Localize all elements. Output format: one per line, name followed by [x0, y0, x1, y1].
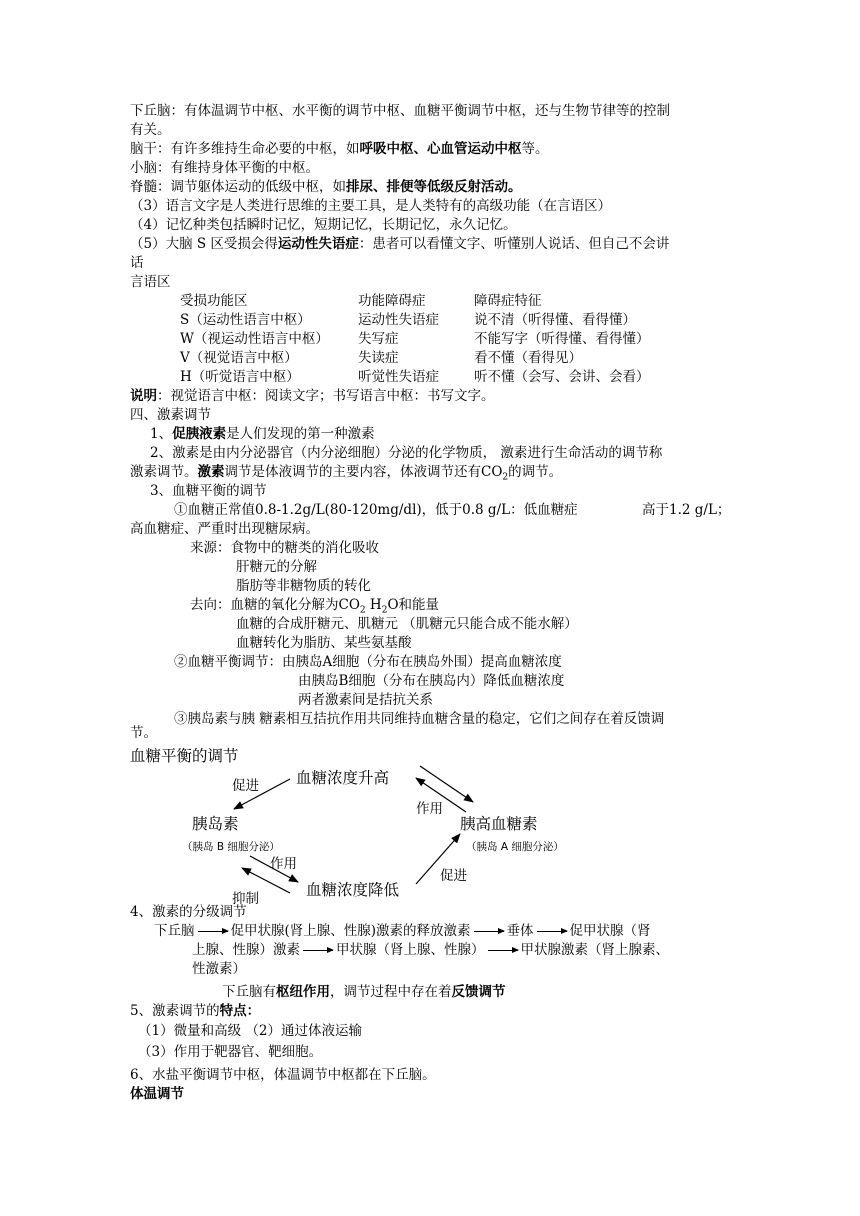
text-line: 脑干：有许多维持生命必要的中枢，如呼吸中枢、心血管运动中枢等。	[130, 141, 549, 157]
section-heading: 4、激素的分级调节	[130, 904, 247, 920]
table-cell: 听不懂（会写、会讲、会看）	[474, 369, 650, 385]
node-insulin: 胰岛素	[192, 815, 239, 833]
text-line: （5）大脑 S 区受损会得运动性失语症：患者可以看懂文字、听懂别人说话、但自己不会讲	[130, 236, 670, 252]
table-cell: 说不清（听得懂、看得懂）	[474, 312, 636, 328]
text-line: 高血糖症、严重时出现糖尿病。	[130, 521, 319, 537]
table-header-area: 受损功能区	[180, 293, 248, 309]
text-line: 3、血糖平衡的调节	[150, 483, 267, 499]
text-line: （3）语言文字是人类进行思维的主要工具，是人类特有的高级功能（在言语区）	[130, 198, 612, 214]
text-line: 肝糖元的分解	[236, 559, 317, 575]
table-cell: 不能写字（听得懂、看得懂）	[474, 331, 650, 347]
section-heading: 体温调节	[130, 1086, 184, 1102]
text-line: ②血糖平衡调节：由胰岛A细胞（分布在胰岛外围）提高血糖浓度	[174, 654, 562, 670]
text-line: 激素调节。激素调节是体液调节的主要内容，体液调节还有$CO_2$的调节。	[130, 464, 563, 483]
text-line: 脊髓：调节躯体运动的低级中枢，如排尿、排便等低级反射活动。	[130, 179, 522, 195]
table-cell: V（视觉语言中枢）	[180, 350, 298, 366]
node-glucagon: 胰高血糖素	[460, 815, 538, 833]
table-header-feature: 障碍症特征	[474, 293, 542, 309]
table-cell: 运动性失语症	[358, 312, 439, 328]
blood-sugar-diagram	[130, 742, 750, 912]
text-line: 2、激素是由内分泌器官（内分泌细胞）分泌的化学物质， 激素进行生命活动的调节称	[150, 445, 663, 461]
text-line: ③胰岛素与胰 糖素相互拮抗作用共同维持血糖含量的稳定，它们之间存在着反馈调	[174, 711, 665, 727]
arrow-right-icon	[303, 950, 333, 951]
text-line: 血糖的合成肝糖元、肌糖元 （肌糖元只能合成不能水解）	[236, 616, 578, 632]
text-line: 话	[130, 255, 144, 271]
arrow-right-icon	[537, 931, 567, 932]
text-line: 血糖转化为脂肪、某些氨基酸	[236, 635, 412, 651]
table-cell: H（听觉语言中枢）	[180, 369, 300, 385]
section-heading: 四、激素调节	[130, 407, 211, 423]
text-line: 高于1.2 g/L；	[642, 502, 731, 518]
label-inhibit: 抑制	[232, 891, 259, 907]
text-line: 1、促胰液素是人们发现的第一种激素	[150, 426, 375, 442]
text-line: 来源：食物中的糖类的消化吸收	[190, 540, 379, 556]
text-line: 去向：血糖的氧化分解为$CO_2$ $H_2O$和能量	[190, 597, 440, 616]
table-cell: 看不懂（看得见）	[474, 350, 582, 366]
text-line: 说明：视觉语言中枢：阅读文字；书写语言中枢：书写文字。	[130, 388, 495, 404]
label-promote: 促进	[440, 868, 467, 884]
table-cell: 听觉性失语症	[358, 369, 439, 385]
insulin-source: （胰岛 B 细胞分泌）	[182, 841, 280, 853]
node-glucose-low: 血糖浓度降低	[306, 881, 400, 899]
text-line: 下丘脑有枢纽作用，调节过程中存在着反馈调节	[222, 984, 506, 1000]
table-cell: 失读症	[358, 350, 399, 366]
text-line: 性激素）	[192, 961, 246, 977]
text-line: 言语区	[130, 274, 171, 290]
text-line: 上腺、性腺）激素 甲状腺（肾上腺、性腺） 甲状腺激素（肾上腺素、	[192, 942, 669, 958]
text-line: 下丘脑 促甲状腺(肾上腺、性腺)激素的释放激素 垂体 促甲状腺（肾	[154, 923, 651, 939]
text-line: （3）作用于靶器官、靶细胞。	[138, 1044, 323, 1060]
section-heading: 5、激素调节的特点：	[130, 1003, 261, 1019]
text-line: 由胰岛B细胞（分布在胰岛内）降低血糖浓度	[298, 673, 565, 689]
table-header-disorder: 功能障碍症	[358, 293, 426, 309]
text-line: 节。	[130, 725, 157, 741]
table-cell: S（运动性语言中枢）	[180, 312, 311, 328]
text-line: （1）微量和高级 （2）通过体液运输	[138, 1023, 362, 1039]
arrow-right-icon	[488, 950, 518, 951]
text-line: 两者激素间是拮抗关系	[298, 692, 433, 708]
text-line: 有关。	[130, 122, 171, 138]
arrow-right-icon	[474, 931, 504, 932]
text-line: （4）记忆种类包括瞬时记忆，短期记忆，长期记忆，永久记忆。	[130, 217, 517, 233]
text-line: ①血糖正常值0.8-1.2g/L(80-120mg/dl)，低于0.8 g/L：低血糖症	[174, 502, 578, 518]
glucagon-source: （胰岛 A 细胞分泌）	[466, 841, 564, 853]
text-line: 6、水盐平衡调节中枢，体温调节中枢都在下丘脑。	[130, 1067, 436, 1083]
text-line: 脂肪等非糖物质的转化	[236, 578, 371, 594]
label-action: 作用	[416, 801, 443, 817]
text-line: 下丘脑：有体温调节中枢、水平衡的调节中枢、血糖平衡调节中枢，还与生物节律等的控制	[130, 103, 670, 119]
table-cell: W（视运动性语言中枢）	[180, 331, 329, 347]
diagram-title: 血糖平衡的调节	[130, 747, 239, 765]
arrow-right-icon	[198, 931, 228, 932]
label-action: 作用	[270, 856, 297, 872]
text-line: 小脑：有维持身体平衡的中枢。	[130, 160, 319, 176]
label-promote: 促进	[232, 778, 259, 794]
table-cell: 失写症	[358, 331, 399, 347]
node-glucose-high: 血糖浓度升高	[296, 769, 390, 787]
